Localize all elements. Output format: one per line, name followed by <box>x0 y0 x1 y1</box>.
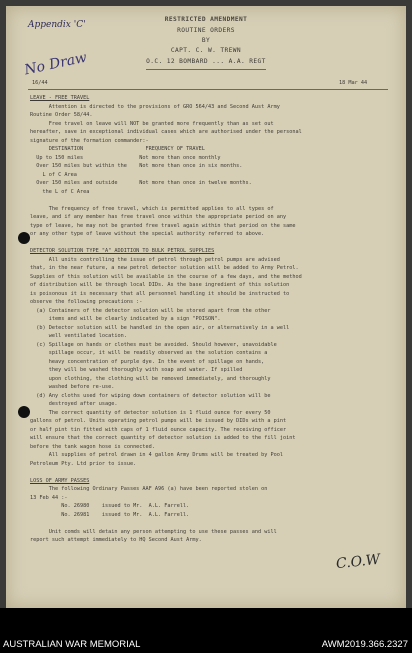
body-line: washed before re-use. <box>30 384 115 390</box>
body-line: heavy concentration of purple dye. In the event of spillage on hands, <box>30 358 265 365</box>
footer-accession: AWM2019.366.2327 <box>321 639 408 650</box>
body-line: (a) Containers of the detector solution will be stored apart from the other <box>30 307 271 314</box>
body-line: All supplies of petrol drawn in 4 gallon Army Drums will be treated by Pool <box>30 452 283 458</box>
body-line: before the tank wagon hose is connected. <box>30 443 155 450</box>
body-line: leave, and if any member has free travel once within the appropriate period on any <box>30 214 287 220</box>
body-line: The following Ordinary Passes AAF A96 (a) have been reported stolen on <box>30 486 268 492</box>
body-line: L of C Area <box>30 171 77 178</box>
body-line: they will be washed thoroughly with soap and water. If spilled <box>30 367 243 373</box>
section-heading: LOSS OF ARMY PASSES <box>30 477 90 484</box>
body-line: No. 26980 issued to Mr. A.L. Farrell. <box>30 503 190 509</box>
body-line: will ensure that the correct quantity of detector solution is added to the fill joint <box>30 435 296 441</box>
archive-footer <box>0 608 412 653</box>
date-rule <box>28 89 388 90</box>
body-line: upon clothing, the clothing will be removed immediately, and thoroughly <box>30 375 271 382</box>
header-line-2: ROUTINE ORDERS <box>177 27 235 34</box>
body-line: observe the following precautions :- <box>30 299 143 305</box>
body-line: The correct quantity of detector solution is 1 fluid ounce for every 50 <box>30 409 271 416</box>
body-line: (d) Any cloths used for wiping down containers of detector solution will be <box>30 392 271 399</box>
body-line: Supplies of this solution will be available in the course of a few days, and the method <box>30 273 302 280</box>
body-line: the L of C Area <box>30 188 90 195</box>
body-line: hereafter, save in exceptional individual cases which are authorised under the personal <box>30 129 302 135</box>
section-heading: DETECTOR SOLUTION TYPE "A" ADDITION TO BULK PETROL SUPPLIES <box>30 248 215 254</box>
body-line: Free travel on leave will NOT be granted more frequently than as set out <box>30 120 274 127</box>
punch-hole-bottom <box>18 406 30 418</box>
header-rule <box>146 69 266 70</box>
body-line: or half pint tin fitted with caps of 1 fluid ounce capacity. The receiving officer <box>30 426 287 433</box>
section-heading: LEAVE - FREE TRAVEL <box>30 95 90 101</box>
header-line-4: CAPT. C. W. TREWN <box>170 47 242 54</box>
body-line: gallons of petrol. Units operating petrol pumps will be issued by DIDs with a pint <box>30 418 287 424</box>
body-line: (b) Detector solution will be handled in the open air, or alternatively in a well <box>30 324 290 331</box>
body-line: or any other type of leave without the special authority referred to above. <box>30 231 265 237</box>
punch-hole-top <box>18 232 30 244</box>
body-line: Up to 150 miles Not more than once monthly <box>30 154 221 161</box>
body-line: Over 150 miles but within the Not more than once in six months. <box>30 163 243 169</box>
body-line: that, in the near future, a new petrol detector solution will be added to Army Petrol. <box>30 265 299 271</box>
signature: C.O.W <box>335 551 381 573</box>
header-line-3: BY <box>201 37 211 44</box>
body-line: items and will be clearly indicated by a sign "POISON". <box>30 316 221 322</box>
body-line: signature of the formation commander:- <box>30 137 149 144</box>
body-line: DESTINATION FREQUENCY OF TRAVEL <box>30 146 205 152</box>
body-line: of distribution will be through local DIDs. As the base ingredient of this solution <box>30 282 290 288</box>
body-line: Attention is directed to the provisions of GRO 564/43 and Second Aust Army <box>30 103 280 110</box>
footer-institution: AUSTRALIAN WAR MEMORIAL <box>3 639 141 650</box>
body-line: Petroleum Pty. Ltd prior to issue. <box>30 460 137 467</box>
order-ref: 16/44 <box>32 80 48 86</box>
body-line: destroyed after usage. <box>30 401 118 407</box>
body-line: Unit comds will detain any person attempting to use these passes and will <box>30 528 277 535</box>
body-line: well ventilated location. <box>30 333 127 339</box>
body-line: (c) Spillage on hands or clothes must be avoided. Should however, unavoidable <box>30 341 277 348</box>
body-line: report such attempt immediately to HQ Second Aust Army. <box>30 537 202 543</box>
body-line: Routine Order 58/44. <box>30 112 93 118</box>
body-line: is poisonous it is necessary that all personnel handling it should be instructed to <box>30 290 290 297</box>
order-date: 18 Mar 44 <box>339 80 368 86</box>
header-line-1: RESTRICTED AMENDMENT <box>164 16 248 23</box>
body-line: No. 26981 issued to Mr. A.L. Farrell. <box>30 511 190 518</box>
body-line: All units controlling the issue of petrol through petrol pumps are advised <box>30 256 280 263</box>
appendix-note: Appendix 'C' <box>28 20 86 30</box>
header-line-5: O.C. 12 BOMBARD ... A.A. REGT <box>146 58 266 65</box>
document-page <box>6 6 406 608</box>
margin-note: No Draw <box>23 49 89 79</box>
body-line: 13 Feb 44 :- <box>30 494 68 501</box>
body-line: spillage occur, it will be readily observed as the solution contains a <box>30 350 268 356</box>
body-line: type of leave, he may not be granted free travel again within that period on the same <box>30 222 296 229</box>
body-line: The frequency of free travel, which is permitted applies to all types of <box>30 205 274 212</box>
body-line: Over 150 miles and outside Not more than once in twelve months. <box>30 180 252 186</box>
